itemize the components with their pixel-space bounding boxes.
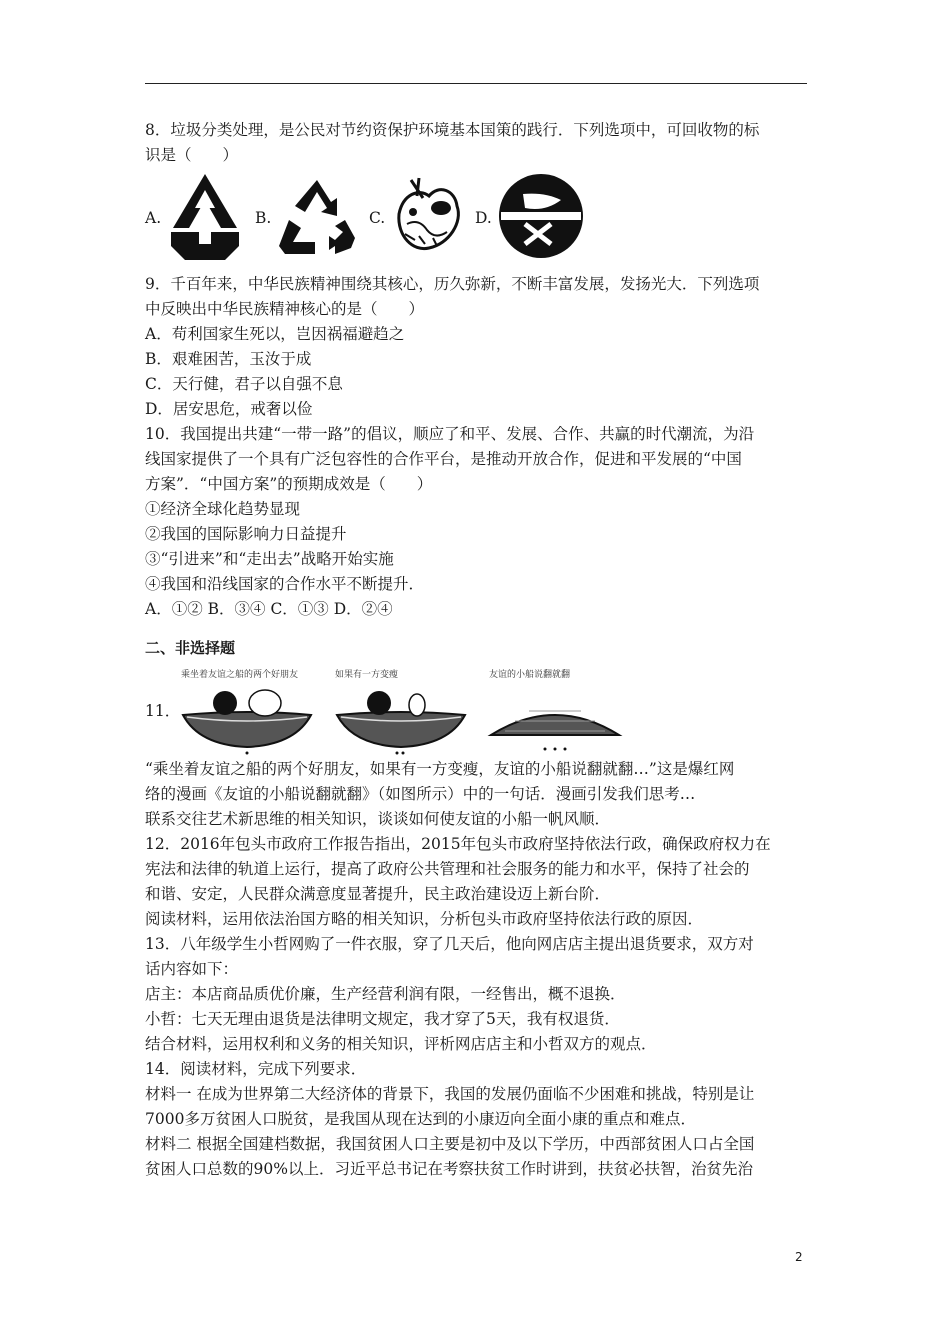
q12-line-1: 12．2016年包头市政府工作报告指出，2015年包头市政府坚持依法行政，确保政府权力在 xyxy=(145,835,771,853)
q13-line-5: 结合材料，运用权利和义务的相关知识，评析网店店主和小哲双方的观点． xyxy=(145,1035,657,1053)
q8-option-a-label: A. xyxy=(145,209,162,227)
q11-line-2: 络的漫画《友谊的小船说翻就翻》（如图所示）中的一句话．漫画引发我们思考… xyxy=(145,785,696,803)
circle-emblem-icon xyxy=(495,172,587,264)
section-title: 二、非选择题 xyxy=(145,639,236,657)
comic-panel-3-caption: 友谊的小船说翻就翻 xyxy=(489,670,571,680)
recycle-arrows-outline-icon xyxy=(275,176,359,260)
comic-panel-3 xyxy=(485,665,625,755)
page-content xyxy=(145,118,815,1182)
q10-item-1: ①经济全球化趋势显现 xyxy=(145,500,301,518)
q10-item-3: ③“引进来”和“走出去”战略开始实施 xyxy=(145,550,394,568)
q13-line-2: 话内容如下： xyxy=(145,960,239,978)
q13-line-3: 店主：本店商品质优价廉，生产经营利润有限，一经售出，概不退换． xyxy=(145,985,626,1003)
q11-line-1: “乘坐着友谊之船的两个好朋友，如果有一方变瘦，友谊的小船说翻就翻…”这是爆红网 xyxy=(145,760,735,778)
food-waste-icon xyxy=(389,174,465,262)
q12-line-2: 宪法和法律的轨道上运行，提高了政府公共管理和社会服务的能力和水平，保持了社会的 xyxy=(145,860,750,878)
q10-item-2: ②我国的国际影响力日益提升 xyxy=(145,525,347,543)
q13-line-4: 小哲：七天无理由退货是法律明文规定，我才穿了5天，我有权退货． xyxy=(145,1010,620,1028)
q9-option-d: D．居安思危，戒奢以俭 xyxy=(145,400,313,418)
q9-option-a: A．苟利国家生死以，岂因祸福避趋之 xyxy=(145,325,405,343)
q10-line-2: 线国家提供了一个具有广泛包容性的合作平台，是推动开放合作，促进和平发展的“中国 xyxy=(145,450,742,468)
q9-option-b: B．艰难困苦，玉汝于成 xyxy=(145,350,312,368)
page-number: 2 xyxy=(795,1250,803,1264)
q8-option-d-label: D. xyxy=(475,209,492,227)
q9-line-2: 中反映出中华民族精神核心的是（ ） xyxy=(145,300,425,318)
q10-line-1: 10．我国提出共建“一带一路”的倡议，顺应了和平、发展、合作、共赢的时代潮流，为沿 xyxy=(145,425,755,443)
comic-panel-1-caption: 乘坐着友谊之船的两个好朋友 xyxy=(181,670,299,680)
comic-panel-2 xyxy=(331,665,471,755)
q10-line-3: 方案”．“中国方案”的预期成效是（ ） xyxy=(145,475,433,493)
q14-line-5: 贫困人口总数的90%以上．习近平总书记在考察扶贫工作时讲到，扶贫必扶智，治贫先治 xyxy=(145,1160,753,1178)
q12-line-3: 和谐、安定，人民群众满意度显著提升，民主政治建设迈上新台阶． xyxy=(145,885,611,903)
q14-line-2: 材料一 在成为世界第二大经济体的背景下，我国的发展仍面临不少困难和挑战，特别是让 xyxy=(145,1085,755,1103)
q14-line-1: 14．阅读材料，完成下列要求． xyxy=(145,1060,367,1078)
q8-line-1: 8．垃圾分类处理，是公民对节约资保护环境基本国策的践行．下列选项中，可回收物的标 xyxy=(145,121,760,139)
q13-line-1: 13．八年级学生小哲网购了一件衣服，穿了几天后，他向网店店主提出退货要求，双方对 xyxy=(145,935,754,953)
q9-option-c: C．天行健，君子以自强不息 xyxy=(145,375,343,393)
q9-line-1: 9．千百年来，中华民族精神围绕其核心，历久弥新，不断丰富发展，发扬光大．下列选项 xyxy=(145,275,760,293)
header-rule xyxy=(145,83,807,84)
q11-number: 11． xyxy=(145,702,181,720)
q11-line-3: 联系交往艺术新思维的相关知识，谈谈如何使友谊的小船一帆风顺． xyxy=(145,810,611,828)
q8-options xyxy=(145,170,815,266)
q14-line-4: 材料二 根据全国建档数据，我国贫困人口主要是初中及以下学历，中西部贫困人口占全国 xyxy=(145,1135,755,1153)
q12-line-4: 阅读材料，运用依法治国方略的相关知识，分析包头市政府坚持依法行政的原因． xyxy=(145,910,704,928)
q8-option-c-label: C. xyxy=(369,209,386,227)
q8-line-2: 识是（ ） xyxy=(145,146,239,164)
q10-choices: A．①② B．③④ C．①③ D．②④ xyxy=(145,600,393,618)
comic-panel-2-caption: 如果有一方变瘦 xyxy=(335,670,399,680)
comic-panel-1 xyxy=(177,665,317,755)
recycle-arrows-solid-icon xyxy=(165,170,245,266)
q11-comic xyxy=(145,663,815,757)
q10-item-4: ④我国和沿线国家的合作水平不断提升． xyxy=(145,575,425,593)
q14-line-3: 7000多万贫困人口脱贫，是我国从现在达到的小康迈向全面小康的重点和难点． xyxy=(145,1110,696,1128)
q8-option-b-label: B. xyxy=(255,209,272,227)
